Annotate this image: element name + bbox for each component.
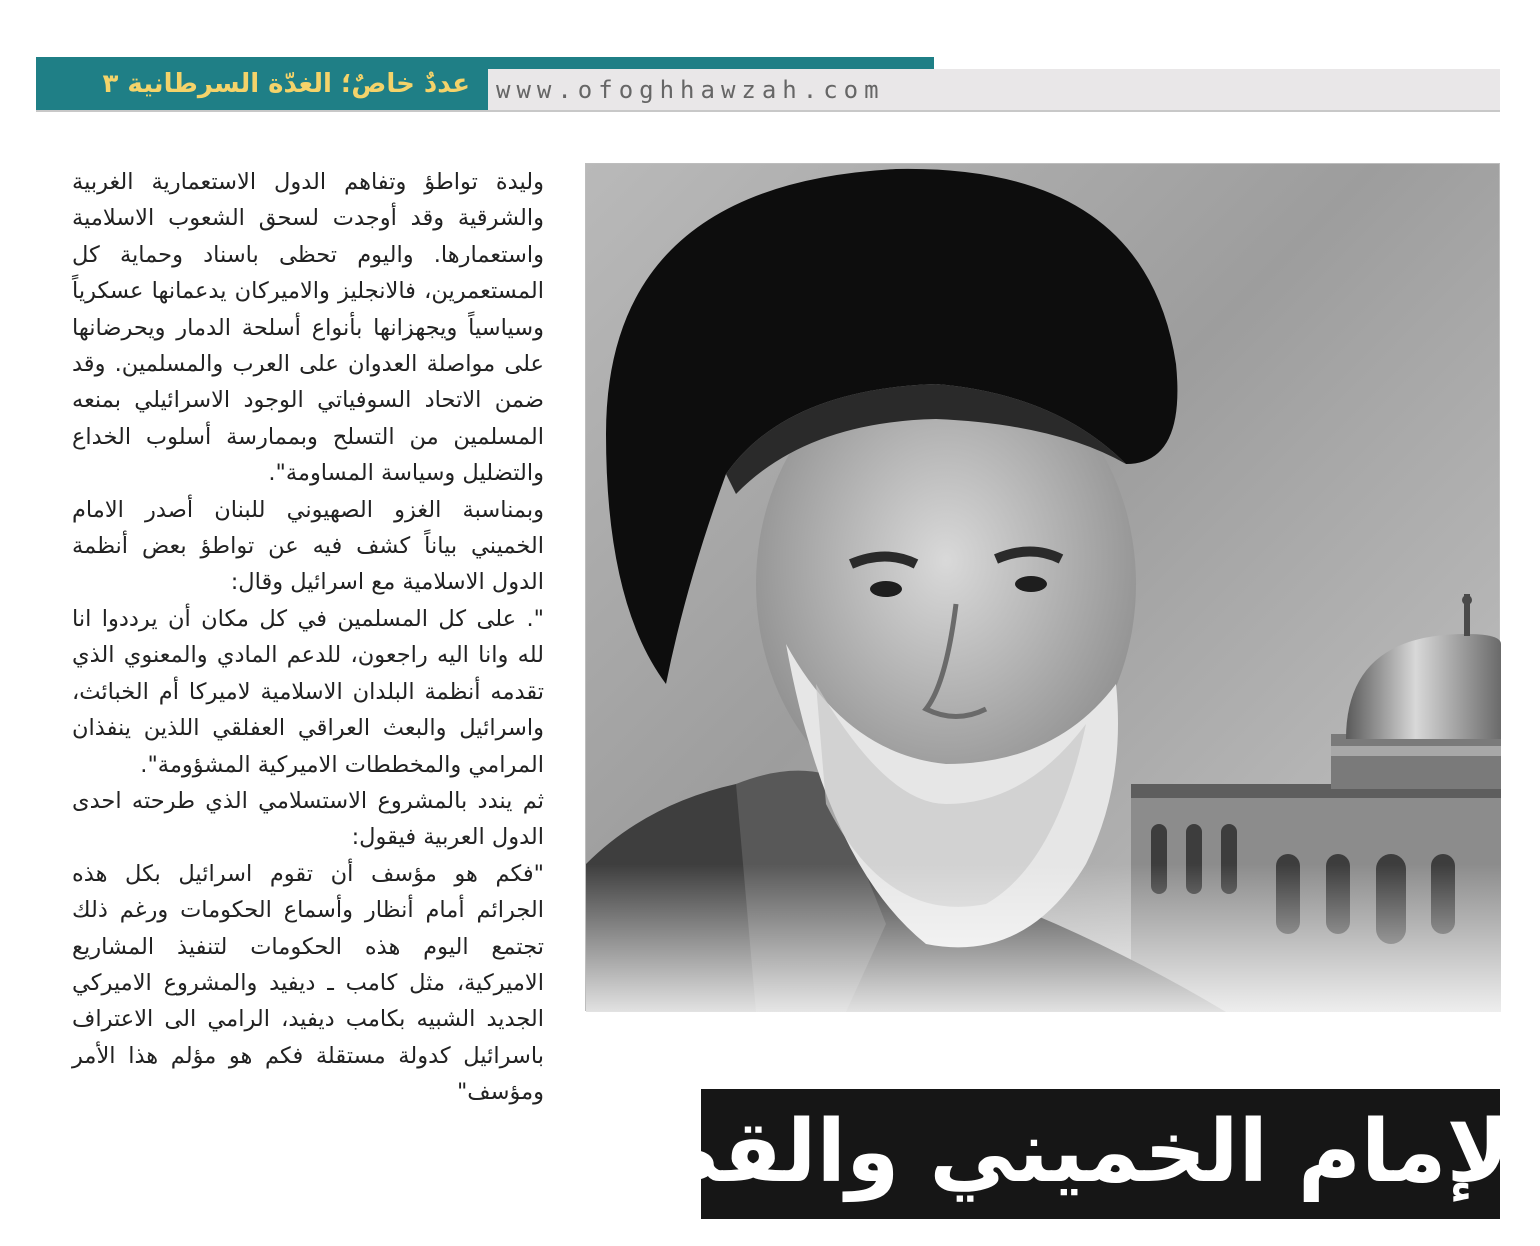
article-paragraph: وليدة تواطؤ وتفاهم الدول الاستعمارية الغربية والشرقية وقد أوجدت لسحق الشعوب الاسلامية واستعمارها. واليوم تحظى باسناد وحماية كل المستعمرين، فالانجليز والاميركان يدعمانها عسكرياً وسياسياً ويجهزانها بأنواع أسلحة الدمار ويحرضانها على مواصلة العدوان على العرب والمسلمين. وقد ضمن الاتحاد السوفياتي الوجود الاسرائيلي بمنعه المسلمين من التسلح وبممارسة أسلوب الخداع والتضليل وسياسة المساومة". [72,169,544,487]
article-paragraph: ثم يندد بالمشروع الاستسلامي الذي طرحته احدى الدول العربية فيقول: [72,787,544,851]
portrait-photo [585,163,1500,1011]
article-paragraph: "فكم هو مؤسف أن تقوم اسرائيل بكل هذه الجرائم أمام أنظار وأسماع الحكومات ورغم ذلك تجتمع اليوم هذه الحكومات لتنفيذ المشاريع الاميركية، مثل كامب ـ ديفيد والمشروع الاميركي الجديد الشبيه بكامب ديفيد، الرامي الى الاعتراف باسرائيل كدولة مستقلة فكم هو مؤلم هذا الأمر ومؤسف" [72,860,544,1106]
banner-headline: الإمام الخميني والقضية المقدسة [152,1102,1540,1202]
header-divider [36,110,1500,112]
website-url[interactable]: www.ofoghhawzah.com [496,76,885,104]
article-paragraph: وبمناسبة الغزو الصهيوني للبنان أصدر الامام الخميني بياناً كشف فيه عن تواطؤ بعض أنظمة الدول الاسلامية مع اسرائيل وقال: [72,496,544,596]
headline-banner [152,1089,1540,1219]
article-paragraph: ". على كل المسلمين في كل مكان أن يرددوا انا لله وانا اليه راجعون، للدعم المادي والمعنوي الذي تقدمه أنظمة البلدان الاسلامية لاميركا أم الخبائث، واسرائيل والبعث العراقي العفلقي اللذين ينفذان المرامي والمخططات الاميركية المشؤومة". [72,605,544,778]
issue-title: عددٌ خاصٌ؛ الغدّة السرطانية ٣ [102,69,470,99]
article-column [72,164,544,1246]
portrait-illustration [586,164,1501,1012]
